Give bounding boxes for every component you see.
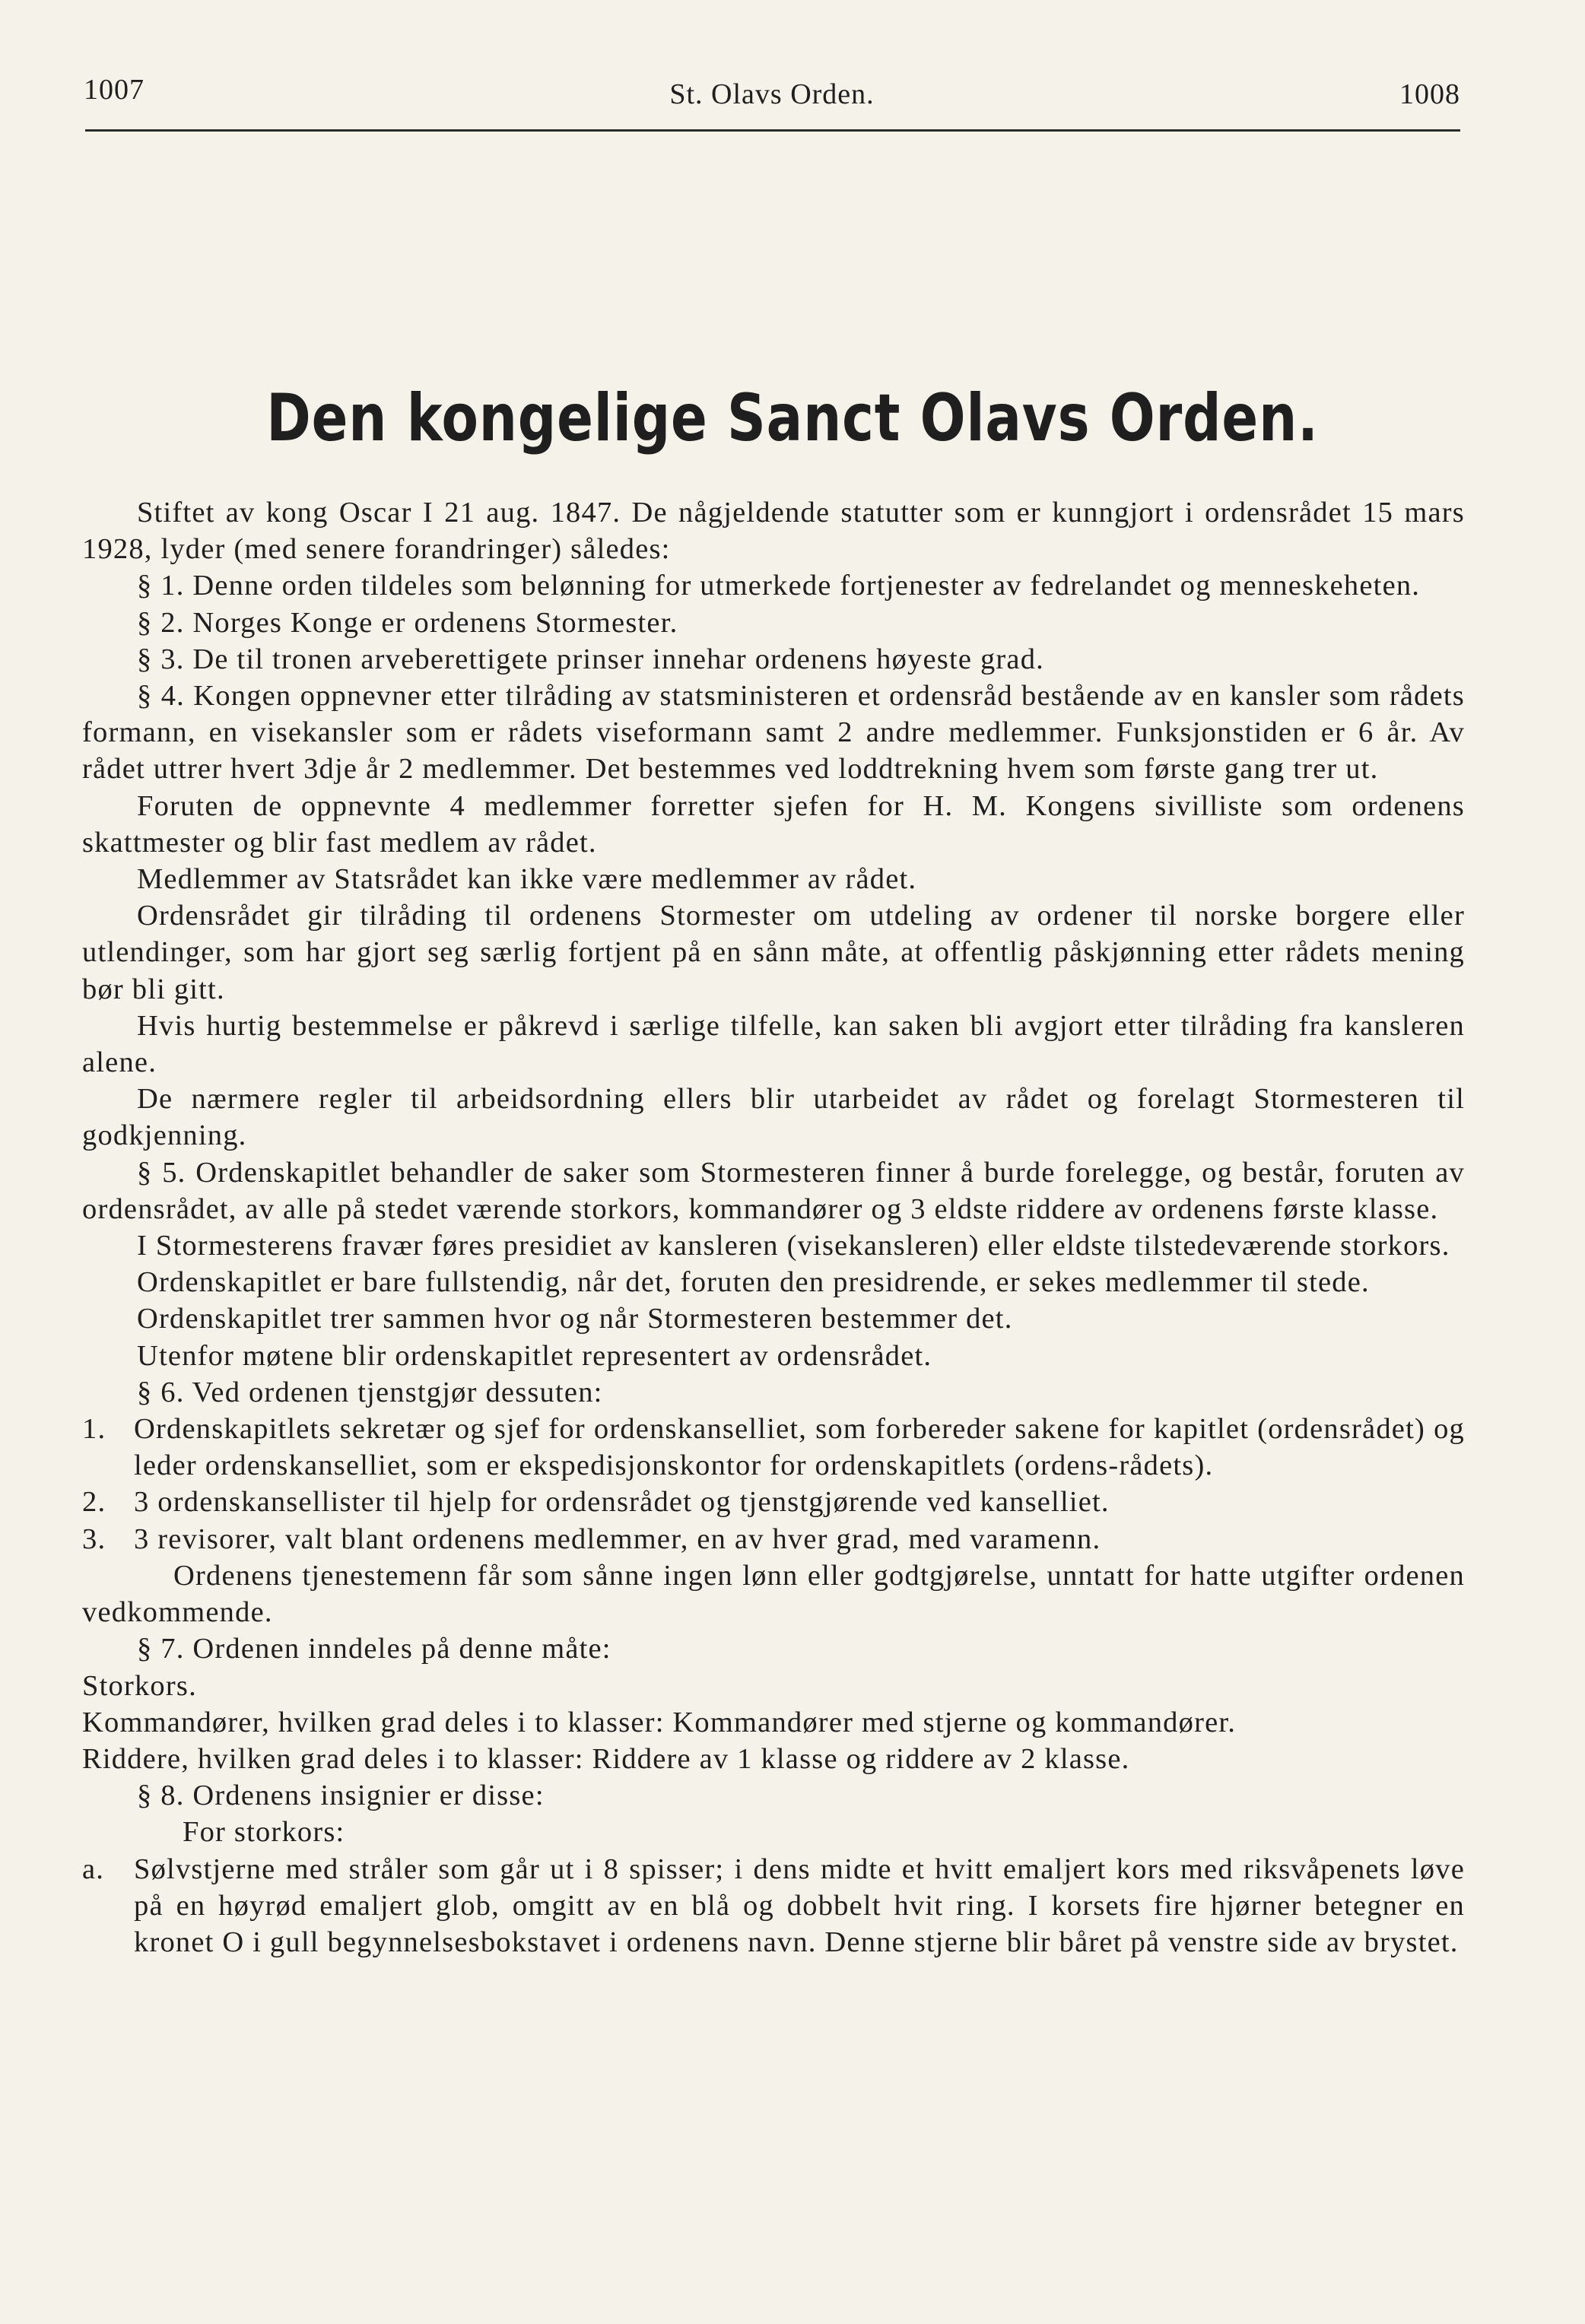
grade-kommandorer: Kommandører, hvilken grad deles i to klasser: Kommandører med stjerne og kommandører.: [82, 1706, 1237, 1738]
paragraph: Ordenskapitlet er bare fullstendig, når det, foruten den presidrende, er sekes medlemmer til stede.: [137, 1266, 1370, 1299]
list-item: [82, 1484, 1465, 1520]
paragraph: Ordenens tjenestemenn får som sånne ingen lønn eller godtgjørelse, unntatt for hatte utgifter ordenen vedkommende.: [82, 1559, 1465, 1629]
paragraph: Ordensrådet gir tilråding til ordenens Stormester om utdeling av ordener til norske borgere eller utlendinger, som har gjort seg særlig fortjent på en sånn måte, at offentlig påskjønning etter rådets mening bør bli gitt.: [82, 900, 1465, 1005]
page-number-left: 1007: [84, 74, 145, 106]
paragraph: De nærmere regler til arbeidsordning ellers blir utarbeidet av rådet og forelagt Stormesteren til godkjenning.: [82, 1083, 1465, 1152]
paragraph-s4: § 4. Kongen oppnevner etter tilråding av statsministeren et ordensråd bestående av en kansler som rådets formann, en visekansler som er rådets viseformann samt 2 andre medlemmer. Funksjonstiden er 6 år. Av rådet uttrer hvert 3dje år 2 medlemmer. Det bestemmes ved loddtrekning hvem som første gang trer ut.: [82, 680, 1465, 786]
paragraph-intro: Stiftet av kong Oscar I 21 aug. 1847. De någjeldende statutter som er kunngjort i ordensrådet 15 mars 1928, lyder (med senere forandringer) således:: [82, 497, 1465, 566]
paragraph: Utenfor møtene blir ordenskapitlet representert av ordensrådet.: [137, 1339, 932, 1372]
list-number: 1.: [82, 1413, 106, 1446]
grade-storkors: Storkors.: [82, 1669, 197, 1702]
list-text: Sølvstjerne med stråler som går ut i 8 spisser; i dens midte et hvitt emaljert kors med riksvåpenets løve på en høyrød emaljert glob, omgitt av en blå og dobbelt hvit ring. I korsets fire hjørner betegner en kronet O i gull begynnelsesbokstavet i ordenens navn. Denne stjerne blir båret på venstre side av brystet.: [134, 1853, 1465, 1958]
header-rule: [85, 129, 1460, 132]
running-title: St. Olavs Orden.: [669, 78, 875, 110]
paragraph: Medlemmer av Statsrådet kan ikke være medlemmer av rådet.: [137, 863, 917, 896]
list-item: [82, 1411, 1465, 1484]
list-text: Ordenskapitlets sekretær og sjef for ordenskanselliet, som forbereder sakene for kapitlet (ordensrådet) og leder ordenskanselliet, som er ekspedisjonskontor for ordenskapitlets (ordens-rådets).: [134, 1413, 1465, 1482]
page-title: Den kongelige Sanct Olavs Orden.: [266, 380, 1319, 456]
list-text: 3 revisorer, valt blant ordenens medlemmer, en av hver grad, med varamenn.: [134, 1522, 1101, 1555]
paragraph-s5: § 5. Ordenskapitlet behandler de saker som Stormesteren finner å burde forelegge, og består, foruten av ordensrådet, av alle på stedet værende storkors, kommandører og 3 eldste riddere av ordenens første klasse.: [82, 1156, 1465, 1225]
list-item: [82, 1851, 1465, 1961]
paragraph-s2: § 2. Norges Konge er ordenens Stormester.: [137, 606, 678, 639]
paragraph: Ordenskapitlet trer sammen hvor og når Stormesteren bestemmer det.: [137, 1303, 1013, 1335]
list-number: 3.: [82, 1522, 106, 1555]
paragraph-s1: § 1. Denne orden tildeles som belønning for utmerkede fortjenester av fedrelandet og menneskeheten.: [137, 570, 1421, 602]
paragraph: Foruten de oppnevnte 4 medlemmer forretter sjefen for H. M. Kongens sivilliste som ordenens skattmester og blir fast medlem av rådet.: [82, 789, 1465, 859]
paragraph: Hvis hurtig bestemmelse er påkrevd i særlige tilfelle, kan saken bli avgjort etter tilråding fra kansleren alene.: [82, 1009, 1465, 1079]
paragraph: I Stormesterens fravær føres presidiet av kansleren (visekansleren) eller eldste tilstedeværende storkors.: [137, 1230, 1450, 1262]
list-text: 3 ordenskansellister til hjelp for ordensrådet og tjenstgjørende ved kanselliet.: [134, 1486, 1110, 1519]
paragraph-s7: § 7. Ordenen inndeles på denne måte:: [137, 1633, 611, 1665]
list-letter: a.: [82, 1853, 105, 1885]
grade-riddere: Riddere, hvilken grad deles i to klasser: Riddere av 1 klasse og riddere av 2 klasse.: [82, 1742, 1130, 1775]
paragraph-s8: § 8. Ordenens insignier er disse:: [137, 1780, 545, 1812]
paragraph-s3: § 3. De til tronen arveberettigete prinser innehar ordenens høyeste grad.: [137, 643, 1044, 675]
list-number: 2.: [82, 1486, 106, 1519]
page-header: [84, 73, 1460, 119]
list-item: [82, 1521, 1465, 1557]
paragraph-s6: § 6. Ved ordenen tjenstgjør dessuten:: [137, 1376, 603, 1408]
statute-text: [82, 494, 1465, 1960]
subheading-storkors: For storkors:: [183, 1816, 345, 1849]
page-number-right: 1008: [1399, 78, 1460, 110]
